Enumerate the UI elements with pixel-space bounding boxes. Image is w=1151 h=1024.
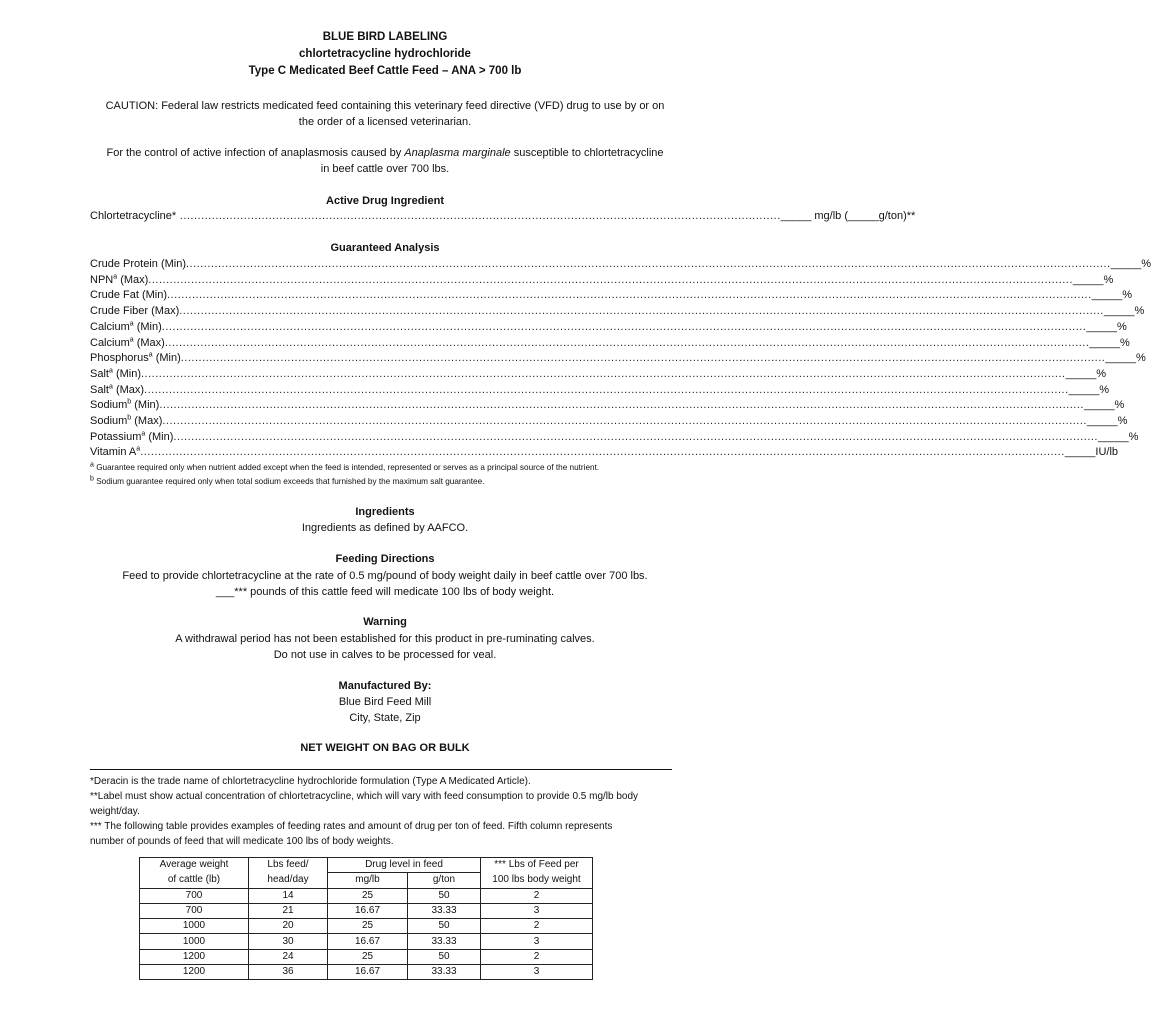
table-cell: 16.67: [328, 965, 408, 980]
indication-statement: For the control of active infection of anaplasmosis caused by Anaplasma marginale susceptible to chlortetracycline in beef cattle over 700 lbs.: [106, 147, 664, 175]
note-table-intro: *** The following table provides examples of feeding rates and amount of drug per ton of feed. Fifth column represents: [90, 821, 613, 832]
table-cell: 2: [481, 919, 593, 934]
table-cell: 25: [328, 919, 408, 934]
analysis-row: Calcium$^a$ (Max) .................................................................................................................................................................................................................................................................... _____%: [90, 335, 1130, 349]
col-header-drug-level: Drug level in feed: [328, 858, 481, 873]
net-weight-title: NET WEIGHT ON BAG OR BULK: [300, 742, 470, 754]
ingredients-title: Ingredients: [355, 506, 415, 518]
analysis-row: Crude Fat (Min) .................................................................................................................................................................................................................................................................... _____%: [90, 289, 1133, 302]
table-cell: 33.33: [408, 934, 481, 949]
table-row: [140, 934, 593, 949]
table-cell: 50: [408, 949, 481, 964]
feeding-directions-line2: ___*** pounds of this cattle feed will medicate 100 lbs of body weight.: [215, 586, 555, 598]
warning-line1: A withdrawal period has not been established for this product in pre-ruminating calves.: [175, 633, 595, 645]
footnote-b: $^b$ Sodium guarantee required only when total sodium exceeds that furnished by the maximum salt guarantee.: [90, 475, 485, 486]
table-cell: 20: [249, 919, 328, 934]
analysis-row: Calcium$^a$ (Min) .................................................................................................................................................................................................................................................................... _____%: [90, 320, 1127, 333]
table-cell: 16.67: [328, 903, 408, 918]
table-header-row-2: of cattle (lb) head/day mg/lb g/ton 100 lbs body weight: [140, 873, 593, 888]
table-cell: 24: [249, 949, 328, 964]
analysis-row: Phosphorus$^a$ (Min) .................................................................................................................................................................................................................................................................... _____%: [90, 351, 1146, 365]
guaranteed-analysis-title: Guaranteed Analysis: [330, 242, 440, 254]
col-header-weight: Average weight: [140, 858, 249, 873]
note-deracin: *Deracin is the trade name of chlortetracycline hydrochloride formulation (Type A Medicated Article).: [90, 776, 531, 787]
table-row: [140, 919, 593, 934]
net-weight-rule: [90, 769, 672, 770]
table-cell: 3: [481, 903, 593, 918]
footnote-a: $^a$ Guarantee required only when nutrient added except when the feed is intended, represented or serves as a principal source of the nutrient.: [90, 461, 600, 472]
feeding-directions-line1: Feed to provide chlortetracycline at the rate of 0.5 mg/pound of body weight daily in beef cattle over 700 lbs.: [122, 570, 648, 582]
feeding-directions-title: Feeding Directions: [335, 553, 435, 565]
table-cell: 50: [408, 888, 481, 903]
caution-statement: CAUTION: Federal law restricts medicated feed containing this veterinary feed directive (VFD) drug to use by or on the order of a licensed veterinarian.: [105, 100, 665, 128]
table-cell: 700: [140, 888, 249, 903]
ingredients-text: Ingredients as defined by AAFCO.: [301, 522, 469, 534]
col-header-lbs-feed: Lbs feed/: [249, 858, 328, 873]
table-cell: 1200: [140, 965, 249, 980]
table-cell: 25: [328, 888, 408, 903]
manufacturer-name: Blue Bird Feed Mill: [338, 696, 432, 708]
warning-line2: Do not use in calves to be processed for veal.: [273, 649, 497, 661]
table-cell: 3: [481, 965, 593, 980]
table-row: [140, 949, 593, 964]
table-cell: 1200: [140, 949, 249, 964]
label-notes: *Deracin is the trade name of chlortetracycline hydrochloride formulation (Type A Medicated Article). **Label must show actual concentration of chlortetracycline, which will vary with feed consumption to provide 0.5 mg/lb body weight/day. *** The following table provides examples of feeding rates and amount of drug per ton of feed. Fifth column represents number of pounds of feed that will medicate 100 lbs of body weights.: [90, 774, 682, 849]
table-cell: 2: [481, 888, 593, 903]
table-cell: 700: [140, 903, 249, 918]
manufacturer-title: Manufactured By:: [338, 680, 432, 692]
manufacturer-address: City, State, Zip: [349, 712, 421, 724]
active-drug-title: Active Drug Ingredient: [326, 195, 444, 207]
active-drug-row: Chlortetracycline* ......................................................................................................................................................................... _____ mg/lb (_____g/ton)**: [90, 210, 916, 222]
note-concentration: **Label must show actual concentration of chlortetracycline, which will vary with feed consumption to provide 0.5 mg/lb body: [90, 791, 639, 802]
analysis-row: Vitamin $A^a$ .................................................................................................................................................................................................................................................................... _____IU/lb: [90, 445, 1119, 459]
col-header-g-ton: g/ton: [408, 873, 481, 888]
table-cell: 36: [249, 965, 328, 980]
col-header-mg-lb: mg/lb: [328, 873, 408, 888]
warning-title: Warning: [363, 616, 407, 628]
table-row: [140, 888, 593, 903]
analysis-row: Crude Fiber (Max) .................................................................................................................................................................................................................................................................... _____%: [90, 305, 1145, 318]
table-cell: 33.33: [408, 965, 481, 980]
table-cell: 30: [249, 934, 328, 949]
table-cell: 25: [328, 949, 408, 964]
table-cell: 33.33: [408, 903, 481, 918]
drug-name: chlortetracycline hydrochloride: [299, 48, 471, 60]
analysis-row: Salt$^a$ (Min) .................................................................................................................................................................................................................................................................... _____%: [90, 367, 1106, 380]
analysis-row: Crude Protein (Min) .................................................................................................................................................................................................................................................................... _____%: [90, 258, 1151, 270]
analysis-row: Salt$^a$ (Max) .................................................................................................................................................................................................................................................................... _____%: [90, 382, 1110, 396]
table-cell: 3: [481, 934, 593, 949]
table-cell: 21: [249, 903, 328, 918]
col-header-feed-per-100: *** Lbs of Feed per: [481, 858, 593, 873]
table-cell: 50: [408, 919, 481, 934]
table-cell: 14: [249, 888, 328, 903]
table-cell: 16.67: [328, 934, 408, 949]
analysis-row: Sodium$^b$ (Min) .................................................................................................................................................................................................................................................................... _____%: [90, 398, 1125, 412]
feed-type: Type C Medicated Beef Cattle Feed – ANA > 700 lb: [248, 65, 522, 77]
document-title: BLUE BIRD LABELING: [322, 31, 448, 43]
analysis-row: Sodium$^b$ (Max) .................................................................................................................................................................................................................................................................... _____%: [90, 414, 1128, 427]
table-row: [140, 965, 593, 980]
table-cell: 2: [481, 949, 593, 964]
feeding-rate-table: [139, 857, 593, 980]
table-header-row: [140, 858, 593, 873]
analysis-row: Potassium$^a$ (Min) .................................................................................................................................................................................................................................................................... _____%: [90, 430, 1139, 443]
table-cell: 1000: [140, 934, 249, 949]
table-cell: 1000: [140, 919, 249, 934]
table-row: [140, 903, 593, 918]
analysis-row: NPN$^a$ (Max) .................................................................................................................................................................................................................................................................... _____%: [90, 273, 1114, 286]
